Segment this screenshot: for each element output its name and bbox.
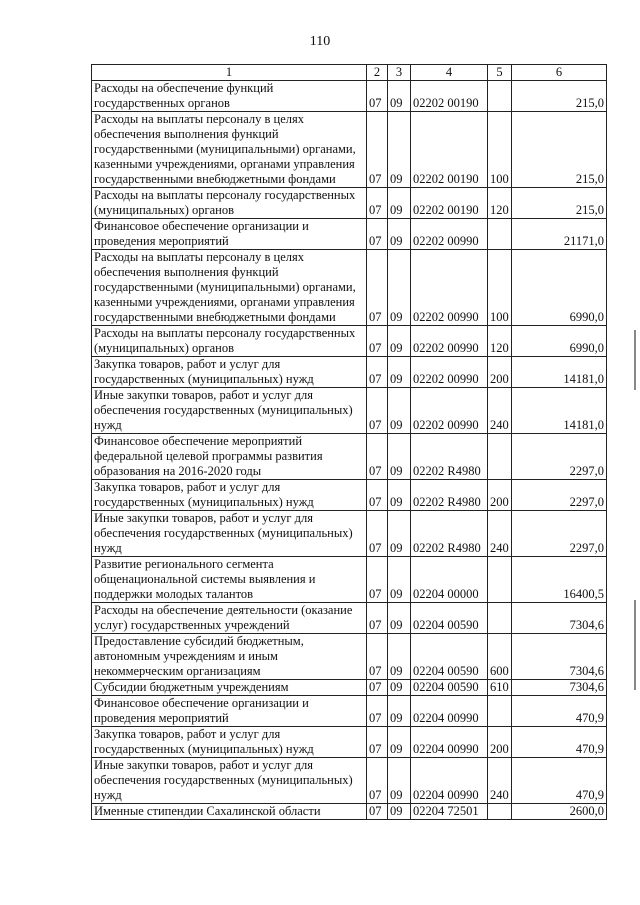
- section-code-cell: 07: [367, 758, 388, 804]
- expense-type-cell: 240: [488, 388, 512, 434]
- expense-name-cell: Субсидии бюджетным учреждениям: [92, 680, 367, 696]
- scan-edge-mark: [634, 330, 636, 390]
- table-row: [92, 434, 607, 480]
- expense-type-cell: 600: [488, 634, 512, 680]
- subsection-code-cell: 09: [388, 727, 411, 758]
- subsection-code-cell: 09: [388, 634, 411, 680]
- amount-cell: 7304,6: [512, 634, 607, 680]
- section-code-cell: 07: [367, 804, 388, 820]
- target-article-cell: 02202 R4980: [411, 511, 488, 557]
- expense-type-cell: 200: [488, 480, 512, 511]
- target-article-cell: 02202 R4980: [411, 480, 488, 511]
- target-article-cell: 02204 00590: [411, 680, 488, 696]
- target-article-cell: 02202 R4980: [411, 434, 488, 480]
- subsection-code-cell: 09: [388, 326, 411, 357]
- expense-name-cell: Именные стипендии Сахалинской области: [92, 804, 367, 820]
- expense-name-cell: Расходы на обеспечение функций государственных органов: [92, 81, 367, 112]
- section-code-cell: 07: [367, 557, 388, 603]
- target-article-cell: 02202 00990: [411, 219, 488, 250]
- expense-name-cell: Расходы на обеспечение деятельности (оказание услуг) государственных учреждений: [92, 603, 367, 634]
- subsection-code-cell: 09: [388, 804, 411, 820]
- header-cell: 3: [388, 65, 411, 81]
- expense-name-cell: Развитие регионального сегмента общенациональной системы выявления и поддержки молодых талантов: [92, 557, 367, 603]
- expense-name-cell: Финансовое обеспечение мероприятий федеральной целевой программы развития образования на 2016-2020 годы: [92, 434, 367, 480]
- expense-type-cell: 240: [488, 511, 512, 557]
- expense-name-cell: Финансовое обеспечение организации и проведения мероприятий: [92, 696, 367, 727]
- table-row: [92, 727, 607, 758]
- expense-type-cell: [488, 696, 512, 727]
- expense-type-cell: [488, 804, 512, 820]
- table-row: [92, 511, 607, 557]
- header-row: [92, 65, 607, 81]
- amount-cell: 2297,0: [512, 434, 607, 480]
- subsection-code-cell: 09: [388, 603, 411, 634]
- section-code-cell: 07: [367, 250, 388, 326]
- subsection-code-cell: 09: [388, 81, 411, 112]
- expense-name-cell: Закупка товаров, работ и услуг для государственных (муниципальных) нужд: [92, 727, 367, 758]
- expense-type-cell: 200: [488, 727, 512, 758]
- amount-cell: 2297,0: [512, 511, 607, 557]
- expense-name-cell: Расходы на выплаты персоналу в целях обеспечения выполнения функций государственными (муниципальными) органами, казенными учреждениями, органами управления государственными внебюджетными фондами: [92, 112, 367, 188]
- table-row: [92, 758, 607, 804]
- table-row: [92, 112, 607, 188]
- amount-cell: 2600,0: [512, 804, 607, 820]
- section-code-cell: 07: [367, 511, 388, 557]
- section-code-cell: 07: [367, 357, 388, 388]
- expense-type-cell: [488, 81, 512, 112]
- target-article-cell: 02202 00190: [411, 81, 488, 112]
- table-row: [92, 680, 607, 696]
- header-cell: 6: [512, 65, 607, 81]
- subsection-code-cell: 09: [388, 434, 411, 480]
- table-row: [92, 480, 607, 511]
- section-code-cell: 07: [367, 219, 388, 250]
- amount-cell: 470,9: [512, 696, 607, 727]
- budget-table: [91, 64, 607, 820]
- header-cell: 2: [367, 65, 388, 81]
- subsection-code-cell: 09: [388, 250, 411, 326]
- expense-type-cell: 610: [488, 680, 512, 696]
- section-code-cell: 07: [367, 603, 388, 634]
- expense-name-cell: Предоставление субсидий бюджетным, автономным учреждениям и иным некоммерческим организациям: [92, 634, 367, 680]
- amount-cell: 16400,5: [512, 557, 607, 603]
- target-article-cell: 02202 00990: [411, 388, 488, 434]
- amount-cell: 2297,0: [512, 480, 607, 511]
- table-row: [92, 326, 607, 357]
- subsection-code-cell: 09: [388, 219, 411, 250]
- amount-cell: 215,0: [512, 81, 607, 112]
- target-article-cell: 02202 00190: [411, 112, 488, 188]
- expense-type-cell: 200: [488, 357, 512, 388]
- amount-cell: 21171,0: [512, 219, 607, 250]
- section-code-cell: 07: [367, 696, 388, 727]
- page-number: 110: [309, 34, 331, 49]
- subsection-code-cell: 09: [388, 388, 411, 434]
- subsection-code-cell: 09: [388, 696, 411, 727]
- header-cell: 1: [92, 65, 367, 81]
- section-code-cell: 07: [367, 388, 388, 434]
- expense-name-cell: Финансовое обеспечение организации и проведения мероприятий: [92, 219, 367, 250]
- table-row: [92, 557, 607, 603]
- subsection-code-cell: 09: [388, 758, 411, 804]
- target-article-cell: 02204 72501: [411, 804, 488, 820]
- expense-name-cell: Иные закупки товаров, работ и услуг для обеспечения государственных (муниципальных) нужд: [92, 758, 367, 804]
- expense-type-cell: 240: [488, 758, 512, 804]
- expense-type-cell: 100: [488, 112, 512, 188]
- target-article-cell: 02202 00990: [411, 357, 488, 388]
- target-article-cell: 02204 00590: [411, 634, 488, 680]
- expense-name-cell: Расходы на выплаты персоналу государственных (муниципальных) органов: [92, 326, 367, 357]
- table-row: [92, 250, 607, 326]
- subsection-code-cell: 09: [388, 188, 411, 219]
- expense-type-cell: 100: [488, 250, 512, 326]
- expense-type-cell: 120: [488, 326, 512, 357]
- target-article-cell: 02202 00190: [411, 188, 488, 219]
- expense-type-cell: [488, 434, 512, 480]
- subsection-code-cell: 09: [388, 112, 411, 188]
- expense-type-cell: [488, 219, 512, 250]
- subsection-code-cell: 09: [388, 480, 411, 511]
- target-article-cell: 02202 00990: [411, 250, 488, 326]
- table-row: [92, 634, 607, 680]
- target-article-cell: 02202 00990: [411, 326, 488, 357]
- expense-name-cell: Расходы на выплаты персоналу государственных (муниципальных) органов: [92, 188, 367, 219]
- subsection-code-cell: 09: [388, 557, 411, 603]
- table-row: [92, 603, 607, 634]
- amount-cell: 6990,0: [512, 326, 607, 357]
- section-code-cell: 07: [367, 680, 388, 696]
- amount-cell: 470,9: [512, 758, 607, 804]
- expense-name-cell: Иные закупки товаров, работ и услуг для обеспечения государственных (муниципальных) нужд: [92, 511, 367, 557]
- section-code-cell: 07: [367, 480, 388, 511]
- section-code-cell: 07: [367, 634, 388, 680]
- expense-name-cell: Закупка товаров, работ и услуг для государственных (муниципальных) нужд: [92, 480, 367, 511]
- table-row: [92, 219, 607, 250]
- section-code-cell: 07: [367, 188, 388, 219]
- table-row: [92, 81, 607, 112]
- section-code-cell: 07: [367, 112, 388, 188]
- subsection-code-cell: 09: [388, 511, 411, 557]
- amount-cell: 14181,0: [512, 388, 607, 434]
- target-article-cell: 02204 00000: [411, 557, 488, 603]
- amount-cell: 470,9: [512, 727, 607, 758]
- amount-cell: 14181,0: [512, 357, 607, 388]
- target-article-cell: 02204 00990: [411, 696, 488, 727]
- target-article-cell: 02204 00990: [411, 727, 488, 758]
- expense-name-cell: Расходы на выплаты персоналу в целях обеспечения выполнения функций государственными (муниципальными) органами, казенными учреждениями, органами управления государственными внебюджетными фондами: [92, 250, 367, 326]
- amount-cell: 7304,6: [512, 603, 607, 634]
- amount-cell: 215,0: [512, 188, 607, 219]
- section-code-cell: 07: [367, 727, 388, 758]
- table-row: [92, 188, 607, 219]
- scan-edge-mark: [634, 600, 636, 690]
- table-row: [92, 388, 607, 434]
- subsection-code-cell: 09: [388, 357, 411, 388]
- section-code-cell: 07: [367, 81, 388, 112]
- amount-cell: 7304,6: [512, 680, 607, 696]
- header-cell: 5: [488, 65, 512, 81]
- expense-type-cell: 120: [488, 188, 512, 219]
- target-article-cell: 02204 00990: [411, 758, 488, 804]
- expense-name-cell: Иные закупки товаров, работ и услуг для обеспечения государственных (муниципальных) нужд: [92, 388, 367, 434]
- table-row: [92, 804, 607, 820]
- table-row: [92, 357, 607, 388]
- expense-type-cell: [488, 557, 512, 603]
- table-row: [92, 696, 607, 727]
- expense-type-cell: [488, 603, 512, 634]
- expense-name-cell: Закупка товаров, работ и услуг для государственных (муниципальных) нужд: [92, 357, 367, 388]
- amount-cell: 215,0: [512, 112, 607, 188]
- subsection-code-cell: 09: [388, 680, 411, 696]
- header-cell: 4: [411, 65, 488, 81]
- amount-cell: 6990,0: [512, 250, 607, 326]
- section-code-cell: 07: [367, 326, 388, 357]
- target-article-cell: 02204 00590: [411, 603, 488, 634]
- section-code-cell: 07: [367, 434, 388, 480]
